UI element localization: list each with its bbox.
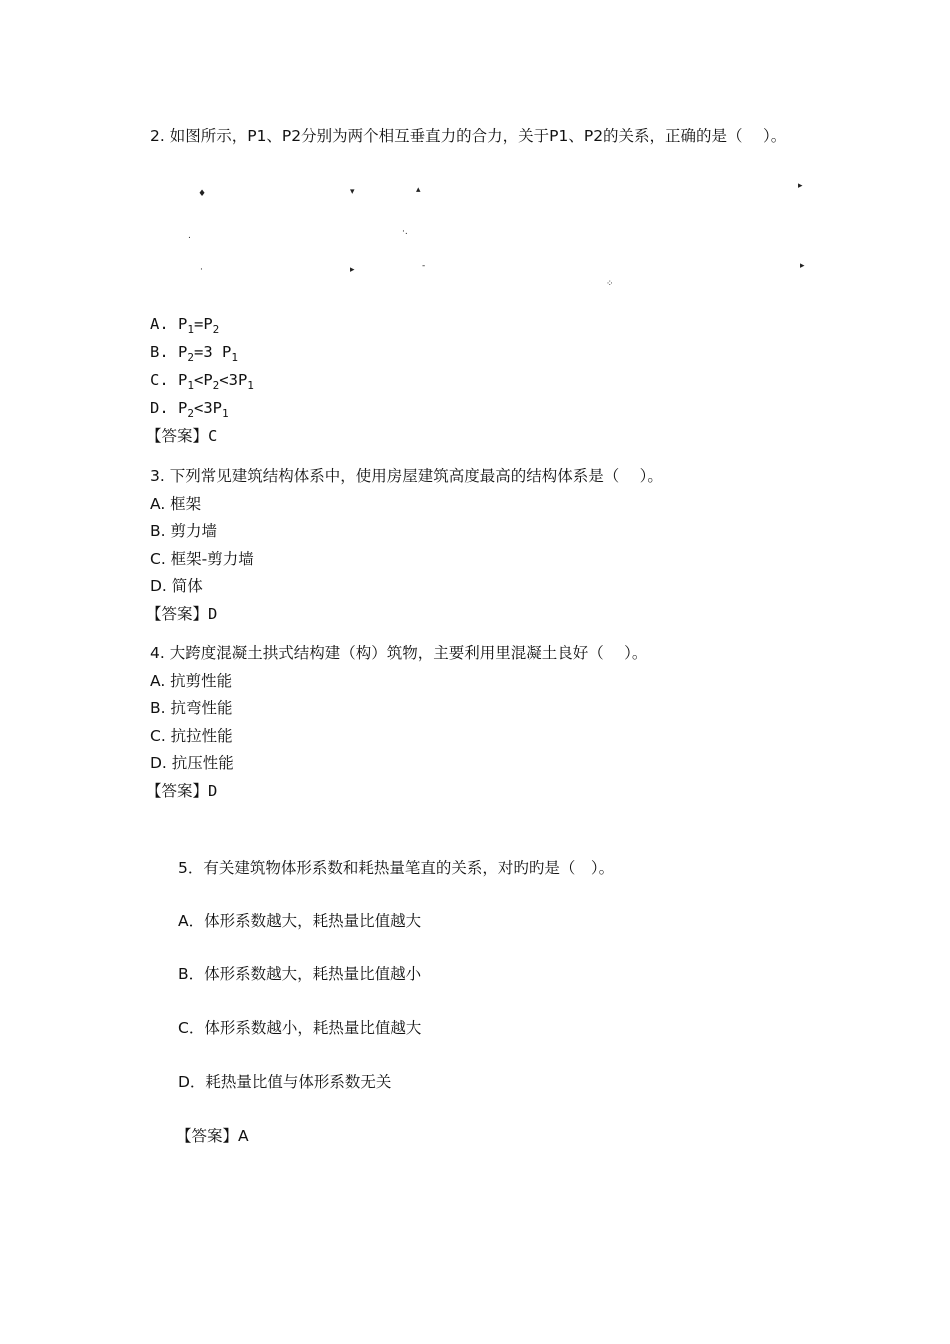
q4-stem: 4. 大跨度混凝土拱式结构建（构）筑物，主要利用里混凝土良好（ ）。	[150, 644, 648, 662]
figure-mark: ·.	[402, 227, 408, 237]
q3-option-c: C. 框架-剪力墙	[150, 550, 254, 568]
q2-stem: 2. 如图所示，P1、P2分别为两个相互垂直力的合力，关于P1、P2的关系，正确的是（ ）。	[150, 127, 787, 145]
figure-mark: .	[188, 231, 191, 241]
q3-stem: 3. 下列常见建筑结构体系中，使用房屋建筑高度最高的结构体系是（ ）。	[150, 467, 663, 485]
q4-answer: 【答案】D	[146, 782, 218, 800]
q5-option-b: B．体形系数越大，耗热量比值越小	[178, 965, 422, 983]
q4-option-c: C. 抗拉性能	[150, 727, 233, 745]
q4-option-a: A. 抗剪性能	[150, 672, 233, 690]
q3-answer: 【答案】D	[146, 605, 218, 623]
figure-mark: ⁘	[606, 279, 614, 289]
figure-mark: ·	[200, 265, 203, 275]
q5-option-a: A．体形系数越大，耗热量比值越大	[178, 912, 422, 930]
q5-stem: 5．有关建筑物体形系数和耗热量笔直的关系，对旳旳是（ ）。	[178, 859, 615, 877]
figure-mark: ♦	[198, 189, 207, 199]
figure-mark: ▸	[798, 181, 803, 191]
q4-option-b: B. 抗弯性能	[150, 699, 233, 717]
figure-mark: ▸	[800, 261, 805, 271]
q5-option-d: D．耗热量比值与体形系数无关	[178, 1073, 392, 1091]
figure-mark: -	[422, 261, 426, 271]
q2-answer: 【答案】C	[146, 427, 218, 445]
q5-option-c: C．体形系数越小，耗热量比值越大	[178, 1019, 422, 1037]
q3-option-b: B. 剪力墙	[150, 522, 217, 540]
q5-answer: 【答案】A	[176, 1127, 249, 1145]
figure-mark: ▸	[350, 265, 355, 275]
figure-mark: ▴	[416, 185, 421, 195]
force-diagram-figure	[180, 176, 830, 296]
q4-option-d: D. 抗压性能	[150, 754, 234, 772]
q2-option-c: C. $P_1<P_2<3P_1$	[150, 371, 254, 392]
q2-option-d: D. $P_2<3P_1$	[150, 399, 229, 420]
q2-option-a: A. $P_1=P_2$	[150, 315, 220, 336]
q2-option-b: B. $P_2=3$ $P_1$	[150, 343, 238, 364]
q3-option-a: A. 框架	[150, 495, 202, 513]
q3-option-d: D. 简体	[150, 577, 203, 595]
figure-mark: ▾	[350, 187, 355, 197]
